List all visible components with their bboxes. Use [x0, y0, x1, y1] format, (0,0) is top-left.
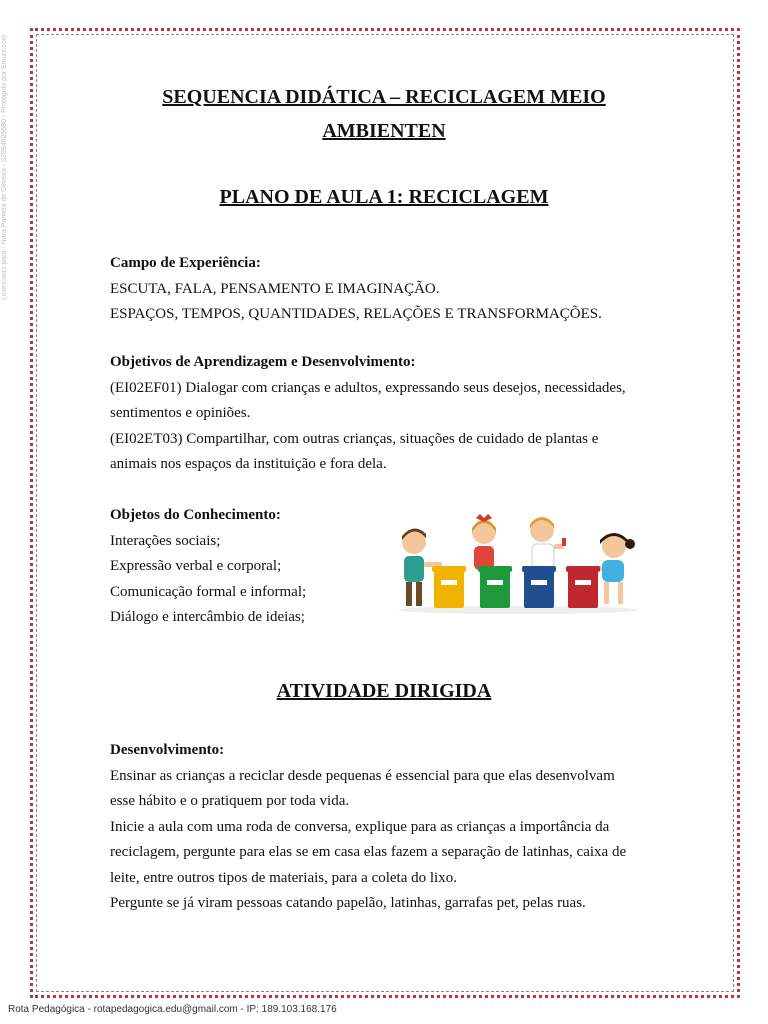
blue-bin [524, 570, 554, 608]
blue-bin-lid [522, 566, 556, 572]
green-bin [480, 570, 510, 608]
license-watermark: Licenciado para - Nara Pamela de Oliveira - 02994626680 - Protegido por Eduzz.com [1, 34, 8, 300]
text-line: ESCUTA, FALA, PENSAMENTO E IMAGINAÇÃO. [110, 280, 440, 297]
campo-experiencia-section [110, 251, 650, 328]
text-line: Inicie a aula com uma roda de conversa, explique para as crianças a importância da [110, 818, 610, 835]
text-line: Pergunte se já viram pessoas catando papelão, latinhas, garrafas pet, pelas ruas. [110, 895, 586, 911]
text-line: (EI02EF01) Dialogar com crianças e adultos, expressando seus desejos, necessidades, [110, 379, 626, 396]
red-bin-lid [566, 566, 600, 572]
text-line: esse hábito e o pratiquem por toda vida. [110, 793, 350, 809]
page-footer: Rota Pedagógica - rotapedagogica.edu@gmail.com - IP: 189.103.168.176 [8, 1004, 337, 1015]
yellow-bin [434, 570, 464, 608]
desenvolvimento-section [110, 738, 650, 917]
text-line: animais nos espaços da instituição e fora dela. [110, 456, 387, 472]
list-item: Diálogo e intercâmbio de ideias; [110, 609, 305, 625]
section-heading: Campo de Experiência: [110, 255, 261, 271]
section-heading: Desenvolvimento: [110, 742, 225, 758]
text-line: leite, entre outros tipos de materiais, para a coleta do lixo. [110, 869, 457, 886]
text-line: (EI02ET03) Compartilhar, com outras crianças, situações de cuidado de plantas e [110, 430, 599, 447]
text-line: ESPAÇOS, TEMPOS, QUANTIDADES, RELAÇÕES E TRANSFORMAÇÕES. [110, 306, 602, 322]
list-item: Expressão verbal e corporal; [110, 558, 282, 574]
text-line: Ensinar as crianças a reciclar desde pequenas é essencial para que elas desenvolvam [110, 767, 615, 784]
child-figure [530, 517, 566, 568]
list-item: Comunicação formal e informal; [110, 583, 307, 600]
text-line: reciclagem, pergunte para elas se em casa elas fazem a separação de latinhas, caixa de [110, 844, 627, 860]
document-title-line2: AMBIENTEN [322, 120, 446, 142]
kids-recycling-illustration [392, 510, 644, 616]
text-line: sentimentos e opiniões. [110, 405, 251, 421]
section-heading: Objetos do Conhecimento: [110, 507, 281, 523]
activity-title: ATIVIDADE DIRIGIDA [276, 680, 492, 702]
document-title-line1: SEQUENCIA DIDÁTICA – RECICLAGEM MEIO [162, 86, 606, 108]
lesson-plan-title: PLANO DE AULA 1: RECICLAGEM [219, 186, 549, 208]
objetos-section [110, 503, 390, 631]
child-figure [472, 514, 496, 570]
list-item: Interações sociais; [110, 532, 221, 549]
yellow-bin-lid [432, 566, 466, 572]
recycling-bins [432, 566, 600, 608]
green-bin-lid [478, 566, 512, 572]
section-heading: Objetivos de Aprendizagem e Desenvolvimento: [110, 354, 416, 370]
objetivos-section [110, 350, 650, 478]
red-bin [568, 570, 598, 608]
